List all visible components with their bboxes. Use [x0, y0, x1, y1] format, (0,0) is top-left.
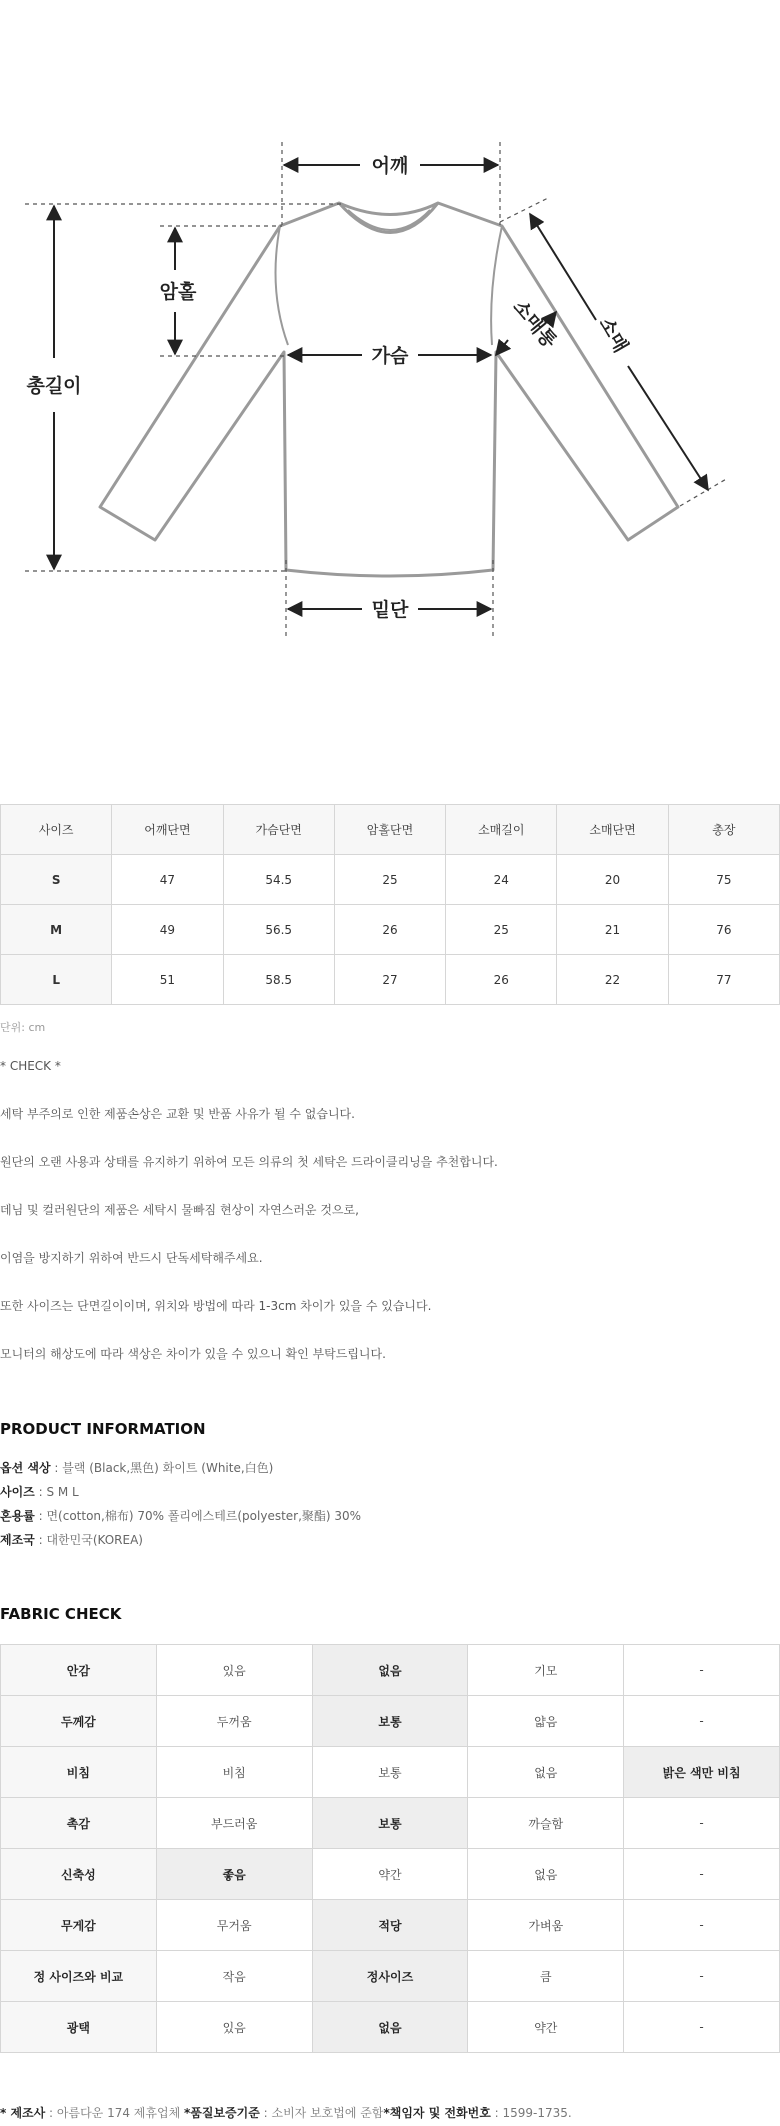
fabric-option: -	[624, 2002, 780, 2053]
header-cell: 소매단면	[557, 805, 668, 855]
fabric-option-selected: 보통	[312, 1798, 468, 1849]
measurement-diagram	[0, 0, 780, 700]
fabric-option: 기모	[468, 1645, 624, 1696]
fabric-option: 있음	[156, 2002, 312, 2053]
size-cell: L	[1, 955, 112, 1005]
value-cell: 56.5	[223, 905, 334, 955]
fabric-option: 작음	[156, 1951, 312, 2002]
care-notes	[0, 1058, 780, 1394]
header-cell: 암홀단면	[334, 805, 445, 855]
header-cell: 어깨단면	[112, 805, 223, 855]
size-table	[0, 804, 780, 1005]
fabric-option: 보통	[312, 1747, 468, 1798]
note-line: 또한 사이즈는 단면길이이며, 위치와 방법에 따라 1-3cm 차이가 있을 수 있습니다.	[0, 1299, 432, 1313]
info-value: : 블랙 (Black,黑色) 화이트 (White,白色)	[50, 1461, 274, 1475]
manufacturer-label: * 제조사	[0, 2106, 46, 2120]
value-cell: 51	[112, 955, 223, 1005]
table-row	[1, 855, 780, 905]
fabric-option: 약간	[468, 2002, 624, 2053]
fabric-option-selected: 밝은 색만 비침	[624, 1747, 780, 1798]
fabric-option: -	[624, 1696, 780, 1747]
info-value: : S M L	[34, 1485, 79, 1499]
fabric-category: 정 사이즈와 비교	[1, 1951, 157, 2002]
fabric-row	[1, 1645, 780, 1696]
fabric-row	[1, 1798, 780, 1849]
value-cell: 26	[446, 955, 557, 1005]
value-cell: 22	[557, 955, 668, 1005]
value-cell: 58.5	[223, 955, 334, 1005]
warranty-value: : 소비자 보호법에 준함	[259, 2106, 384, 2120]
fabric-check-title: FABRIC CHECK	[0, 1605, 122, 1623]
fabric-option: 까슬함	[468, 1798, 624, 1849]
info-row	[0, 1532, 780, 1556]
fabric-category: 신축성	[1, 1849, 157, 1900]
label-hem: 밑단	[371, 599, 409, 621]
label-shoulder: 어깨	[371, 155, 409, 177]
fabric-option: 약간	[312, 1849, 468, 1900]
fabric-option: 얇음	[468, 1696, 624, 1747]
guide-lines	[25, 142, 728, 640]
product-info-title: PRODUCT INFORMATION	[0, 1420, 206, 1438]
contact-label: *책임자 및 전화번호	[383, 2106, 491, 2120]
note-line: 세탁 부주의로 인한 제품손상은 교환 및 반품 사유가 될 수 없습니다.	[0, 1107, 355, 1121]
table-row	[1, 955, 780, 1005]
value-cell: 76	[668, 905, 779, 955]
value-cell: 47	[112, 855, 223, 905]
fabric-option: -	[624, 1900, 780, 1951]
fabric-row	[1, 1747, 780, 1798]
manufacturer-value: : 아름다운 174 제휴업체	[45, 2106, 184, 2120]
label-sleeve: 소매	[594, 313, 632, 357]
label-sleeve-width: 소매통	[508, 295, 561, 353]
fabric-option-selected: 없음	[312, 1645, 468, 1696]
fabric-row	[1, 1951, 780, 2002]
value-cell: 20	[557, 855, 668, 905]
fabric-option: 가벼움	[468, 1900, 624, 1951]
note-line: * CHECK *	[0, 1059, 61, 1073]
fabric-option: 있음	[156, 1645, 312, 1696]
info-row	[0, 1508, 780, 1532]
note-line: 이염을 방지하기 위하여 반드시 단독세탁해주세요.	[0, 1251, 263, 1265]
value-cell: 75	[668, 855, 779, 905]
value-cell: 24	[446, 855, 557, 905]
info-row	[0, 1484, 780, 1508]
fabric-row	[1, 1849, 780, 1900]
info-label: 옵션 색상	[0, 1461, 51, 1475]
value-cell: 54.5	[223, 855, 334, 905]
fabric-row	[1, 1900, 780, 1951]
fabric-option: 부드러움	[156, 1798, 312, 1849]
fabric-option: 없음	[468, 1747, 624, 1798]
fabric-option: 큼	[468, 1951, 624, 2002]
value-cell: 77	[668, 955, 779, 1005]
size-table-header	[1, 805, 780, 855]
value-cell: 25	[334, 855, 445, 905]
header-cell: 가슴단면	[223, 805, 334, 855]
fabric-option: 무거움	[156, 1900, 312, 1951]
value-cell: 27	[334, 955, 445, 1005]
label-chest: 가슴	[371, 345, 409, 367]
label-total-length: 총길이	[26, 375, 82, 397]
product-info	[0, 1460, 780, 1556]
note-line: 원단의 오랜 사용과 상태를 유지하기 위하여 모든 의류의 첫 세탁은 드라이클리닝을 추천합니다.	[0, 1155, 498, 1169]
value-cell: 25	[446, 905, 557, 955]
fabric-category: 안감	[1, 1645, 157, 1696]
fabric-option: -	[624, 1951, 780, 2002]
seller-info	[0, 2104, 572, 2121]
info-value: : 면(cotton,棉布) 70% 폴리에스테르(polyester,聚酯) 30%	[34, 1509, 362, 1523]
value-cell: 26	[334, 905, 445, 955]
fabric-option: 없음	[468, 1849, 624, 1900]
header-cell: 사이즈	[1, 805, 112, 855]
fabric-check-table	[0, 1644, 780, 2053]
fabric-category: 광택	[1, 2002, 157, 2053]
fabric-option: 비침	[156, 1747, 312, 1798]
note-line: 데님 및 컬러원단의 제품은 세탁시 물빠짐 현상이 자연스러운 것으로,	[0, 1203, 359, 1217]
fabric-option-selected: 좋음	[156, 1849, 312, 1900]
fabric-row	[1, 1696, 780, 1747]
table-row	[1, 905, 780, 955]
info-label: 제조국	[0, 1533, 35, 1547]
info-label: 사이즈	[0, 1485, 35, 1499]
fabric-row	[1, 2002, 780, 2053]
header-cell: 총장	[668, 805, 779, 855]
info-row	[0, 1460, 780, 1484]
fabric-option-selected: 적당	[312, 1900, 468, 1951]
fabric-category: 촉감	[1, 1798, 157, 1849]
fabric-option: -	[624, 1798, 780, 1849]
header-cell: 소매길이	[446, 805, 557, 855]
fabric-option: -	[624, 1849, 780, 1900]
label-armhole: 암홀	[159, 281, 197, 303]
warranty-label: *품질보증기준	[184, 2106, 260, 2120]
info-value: : 대한민국(KOREA)	[34, 1533, 143, 1547]
info-label: 혼용률	[0, 1509, 35, 1523]
fabric-category: 비침	[1, 1747, 157, 1798]
note-line: 모니터의 해상도에 따라 색상은 차이가 있을 수 있으니 확인 부탁드립니다.	[0, 1347, 386, 1361]
fabric-option-selected: 없음	[312, 2002, 468, 2053]
size-cell: S	[1, 855, 112, 905]
value-cell: 49	[112, 905, 223, 955]
size-cell: M	[1, 905, 112, 955]
fabric-category: 무게감	[1, 1900, 157, 1951]
fabric-option-selected: 정사이즈	[312, 1951, 468, 2002]
value-cell: 21	[557, 905, 668, 955]
fabric-option-selected: 보통	[312, 1696, 468, 1747]
contact-value: : 1599-1735.	[490, 2106, 572, 2120]
unit-note: 단위: cm	[0, 1021, 46, 1034]
fabric-option: -	[624, 1645, 780, 1696]
fabric-option: 두꺼움	[156, 1696, 312, 1747]
shirt-outline	[100, 203, 678, 576]
fabric-category: 두께감	[1, 1696, 157, 1747]
